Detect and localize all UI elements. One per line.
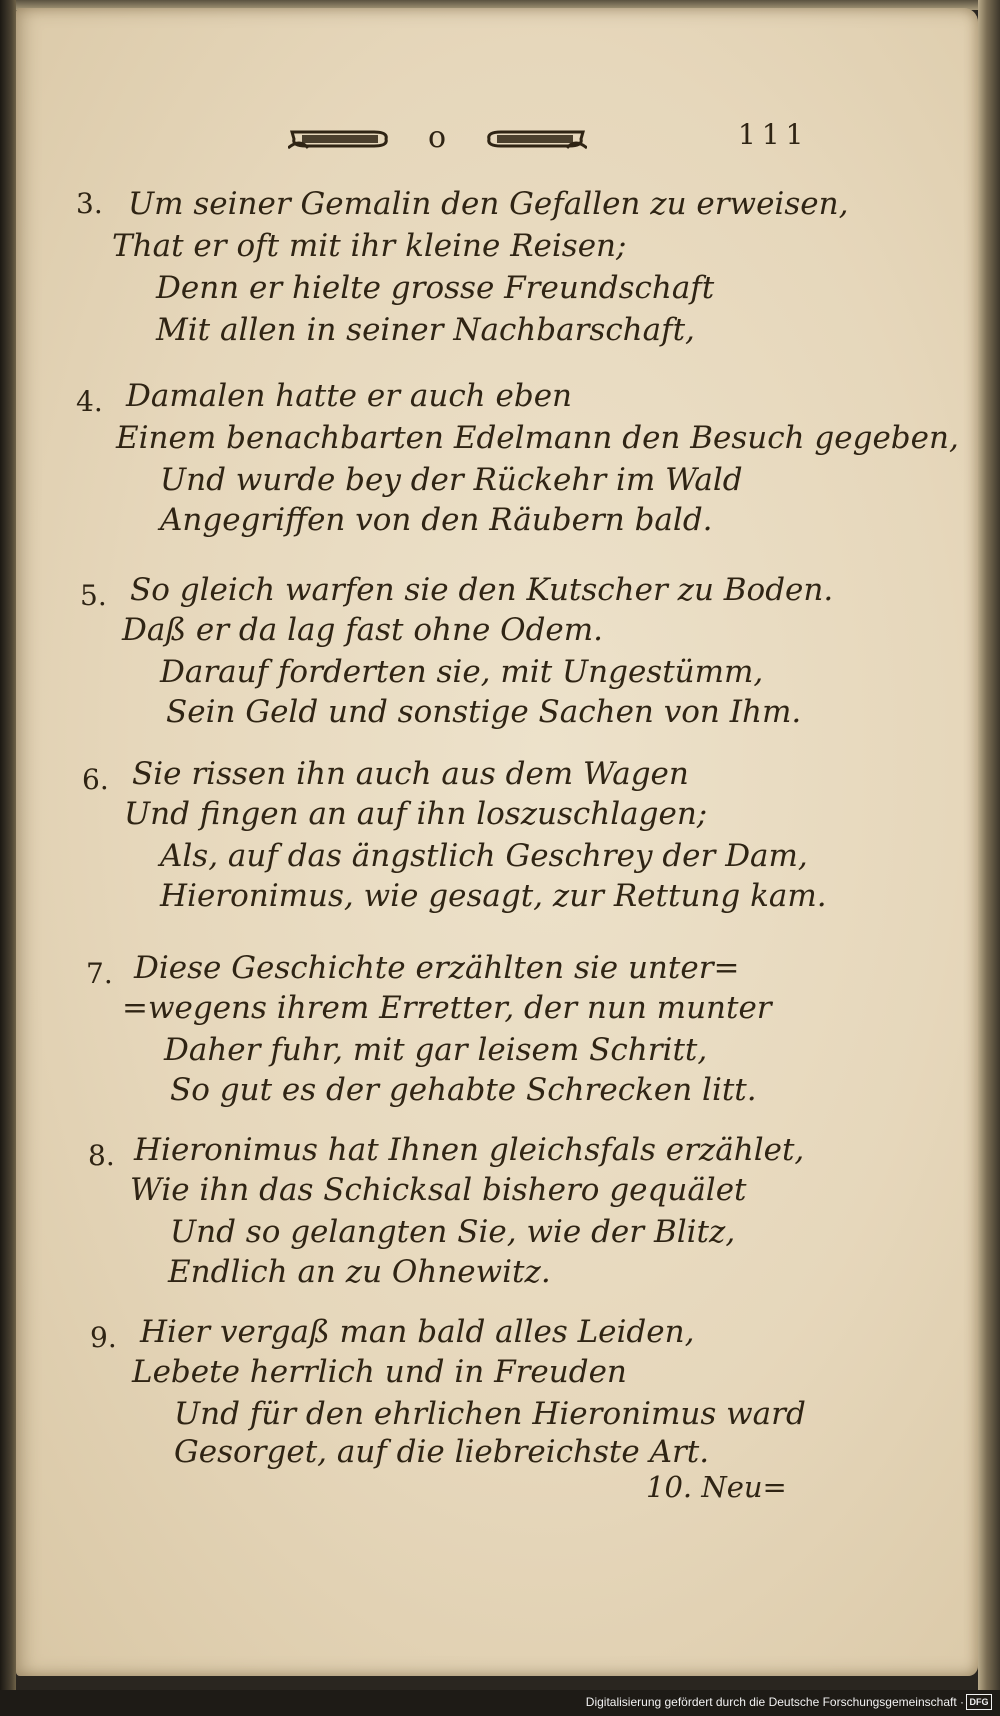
verse-line: Und für den ehrlichen Hieronimus ward xyxy=(174,1396,806,1432)
verse-line: Denn er hielte grosse Freundschaft xyxy=(156,270,715,306)
verse-line: Lebete herrlich und in Freuden xyxy=(132,1354,627,1390)
stanza-number: 3. xyxy=(76,187,103,220)
stanza-number: 9. xyxy=(90,1321,117,1354)
verse-line: Und wurde bey der Rückehr im Wald xyxy=(160,462,743,498)
verse-line: Gesorget, auf die liebreichste Art. xyxy=(174,1434,710,1470)
verse-line: Daß er da lag fast ohne Odem. xyxy=(122,612,604,648)
header-mark: o xyxy=(427,120,447,155)
book-spine xyxy=(0,0,16,1716)
verse-line: Angegriffen von den Räubern bald. xyxy=(160,502,713,538)
verse-line: Sie rissen ihn auch aus dem Wagen xyxy=(132,756,689,792)
verse-line: Hieronimus hat Ihnen gleichsfals erzählet, xyxy=(134,1132,805,1168)
verse-line: Hieronimus, wie gesagt, zur Rettung kam. xyxy=(160,878,827,914)
digitization-credit: Digitalisierung gefördert durch die Deutsche Forschungsgemeinschaft · xyxy=(585,1695,964,1709)
right-ornament-icon xyxy=(483,126,587,152)
verse-line: That er oft mit ihr kleine Reisen; xyxy=(112,228,627,264)
verse-line: Als, auf das ängstlich Geschrey der Dam, xyxy=(160,838,808,874)
verse-line: Und so gelangten Sie, wie der Blitz, xyxy=(170,1214,736,1250)
stanza-number: 4. xyxy=(76,385,103,418)
dfg-logo: DFG xyxy=(966,1694,992,1710)
verse-line: Wie ihn das Schicksal bishero gequälet xyxy=(130,1172,747,1208)
verse-line: Um seiner Gemalin den Gefallen zu erweisen, xyxy=(128,186,849,222)
stanza-number: 8. xyxy=(88,1139,115,1172)
page-fore-edge xyxy=(978,0,1000,1690)
catchword: 10. Neu= xyxy=(646,1470,787,1504)
verse-line: =wegens ihrem Erretter, der nun munter xyxy=(122,990,772,1026)
verse-line: So gleich warfen sie den Kutscher zu Boden. xyxy=(130,572,834,608)
verse-line: So gut es der gehabte Schrecken litt. xyxy=(170,1072,757,1108)
verse-line: Endlich an zu Ohnewitz. xyxy=(168,1254,551,1290)
verse-line: Diese Geschichte erzählten sie unter= xyxy=(134,950,740,986)
verse-line: Einem benachbarten Edelmann den Besuch gegeben, xyxy=(116,420,959,456)
left-ornament-icon xyxy=(288,126,392,152)
verse-line: Darauf forderten sie, mit Ungestümm, xyxy=(160,654,764,690)
verse-line: Daher fuhr, mit gar leisem Schritt, xyxy=(164,1032,708,1068)
verse-line: Und fingen an auf ihn loszuschlagen; xyxy=(124,796,708,832)
verse-line: Hier vergaß man bald alles Leiden, xyxy=(140,1314,695,1350)
stanza-number: 5. xyxy=(80,579,107,612)
stanza-number: 6. xyxy=(82,763,109,796)
verse-line: Damalen hatte er auch eben xyxy=(126,378,573,414)
stanza-number: 7. xyxy=(86,957,113,990)
verse-line: Mit allen in seiner Nachbarschaft, xyxy=(156,312,695,348)
verse-line: Sein Geld und sonstige Sachen von Ihm. xyxy=(166,694,802,730)
page-number: 111 xyxy=(738,118,810,151)
